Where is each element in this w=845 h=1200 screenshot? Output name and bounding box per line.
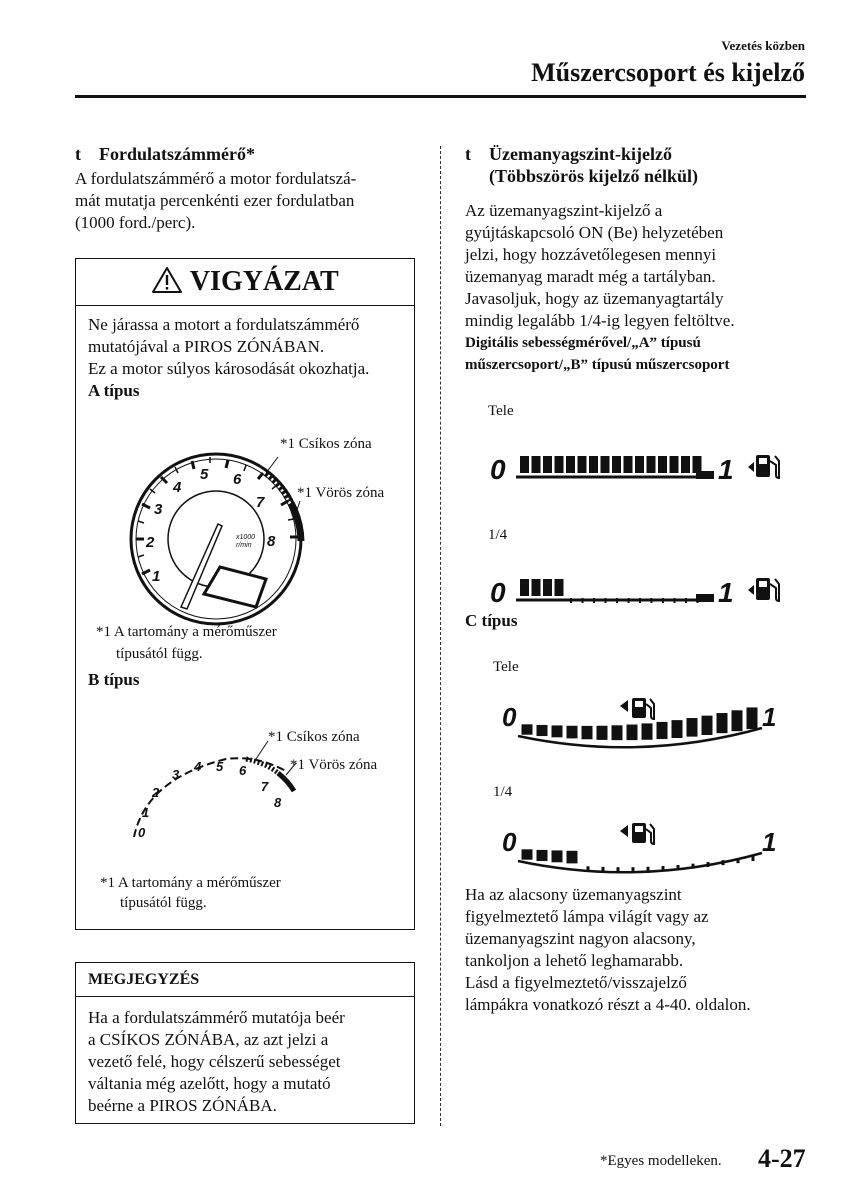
fuel-segment [693,456,702,473]
caution-text [76,306,414,402]
scale-max: 1 [718,454,734,485]
scale-label: 7 [261,779,269,794]
caution-title [76,259,414,306]
fuel-segment [672,720,683,738]
note-title: MEGJEGYZÉS [76,963,414,997]
scale-max: 1 [718,577,734,608]
red-zone-label: *1 Vörös zóna [297,485,385,501]
fuel-segment [747,707,758,729]
paragraph-line: Javasoljuk, hogy az üzemanyagtartály [465,289,724,308]
fuel-tick [685,598,687,603]
fuel-pump-icon [748,455,779,478]
fuel-segment [566,456,575,473]
scale-label: 2 [152,785,160,800]
scale-label: 6 [233,471,242,488]
caution-line: Ne járassa a motort a fordulatszámmérő [88,315,360,334]
fuel-segment [657,722,668,739]
type-c-label: C típus [465,611,518,630]
fuel-segment [717,713,728,733]
tachometer-heading [75,143,255,165]
fuel-segment [543,579,552,596]
fuel-tick [662,598,664,603]
fuel-tick [639,598,641,603]
fuel-arc-quarter [500,815,800,885]
scale-label: 0 [138,825,146,840]
scale-max: 1 [762,702,777,732]
tachometer-gauge-a [116,429,416,629]
quarter-label: 1/4 [488,527,508,543]
scale-label: 6 [239,763,247,778]
scale-label: 2 [146,534,155,551]
fuel-segment [552,850,563,862]
note-line: váltania még azelőtt, hogy a mutató [88,1074,331,1093]
fuel-tick [674,598,676,603]
gauge-unit-top: x1000 [236,534,256,541]
paragraph-line: Lásd a figyelmeztető/visszajelző [465,973,687,992]
type-b-label: B típus [88,670,140,689]
fuel-segment [687,718,698,737]
gauge-b-red-zone [278,773,294,791]
leader-line [266,457,278,473]
leader-line [256,741,268,759]
fuel-tick [605,598,607,603]
scale-min: 0 [490,454,506,485]
fuel-segment [658,456,667,473]
caution-line: Ez a motor súlyos károsodását okozhatja. [88,359,370,378]
paragraph-line: figyelmeztető lámpa világít vagy az [465,907,709,926]
warning-triangle-icon [151,266,183,294]
fuel-segment [567,726,578,739]
fuel-segment [681,456,690,473]
paragraph-line: gyújtáskapcsoló ON (Be) helyzetében [465,223,724,242]
scale-label: 4 [173,479,182,496]
paragraph-line: mát mutatja percenkénti ezer fordulatban [75,191,355,210]
paragraph-line: Ha az alacsony üzemanyagszint [465,885,682,904]
scale-label: 8 [267,533,276,550]
paragraph-line: üzemanyag maradt még a tartályban. [465,267,716,286]
note-box [75,962,415,1124]
scale-min: 0 [502,827,517,857]
scale-label: 1 [152,568,161,585]
scale-max: 1 [762,827,777,857]
fuel-pump-icon [748,578,779,601]
fuel-segment [537,850,548,861]
paragraph-line: mindig legalább 1/4-ig legyen feltöltve. [465,311,735,330]
heading-subtitle: (Többszörös kijelző nélkül) [489,166,699,186]
fuel-segment [552,725,563,737]
paragraph-line: lámpákra vonatkozó részt a 4-40. oldalon. [465,995,751,1014]
fuel-segment [642,723,653,739]
fuel-segment [567,851,578,864]
fuel-segment [627,725,638,741]
fuel-segment [522,724,533,734]
fuel-segment [732,710,743,731]
arrow-left-icon [620,700,628,712]
fuel-segment [520,579,529,596]
fuel-segment [522,849,533,859]
paragraph-line: A fordulatszámmérő a motor fordulatszá- [75,169,357,188]
fuel-gauge-heading [465,143,698,187]
note-line: Ha a fordulatszámmérő mutatója beér [88,1008,345,1027]
scale-label: 3 [172,767,180,782]
fuel-segment [555,456,564,473]
paragraph-line: tankoljon a lehető leghamarabb. [465,951,684,970]
heading-text: Üzemanyagszint-kijelző [489,144,672,164]
caution-title-text: VIGYÁZAT [189,266,339,297]
fuel-segment [555,579,564,596]
fuel-segment [597,726,608,740]
note-text [76,997,414,1117]
scale-label: 7 [256,494,265,511]
striped-zone-arc [266,473,290,501]
scale-min: 0 [502,702,517,732]
gauge-unit-bottom: r/min [236,542,252,549]
scale-label: 4 [194,759,202,774]
scale-min: 0 [490,577,506,608]
fuel-segment [612,456,621,473]
warning-paragraph [465,884,810,1016]
fuel-bar-full [488,447,798,487]
fuel-arc-full [500,690,800,760]
fuel-segment [702,716,713,735]
paragraph-line: Az üzemanyagszint-kijelző a [465,201,663,220]
page-title: Műszercsoport és kijelző [531,58,805,87]
full-label: Tele [488,403,514,419]
fuel-segment [532,456,541,473]
footnote-b-line2: típusától függ. [120,895,207,911]
tachometer-paragraph [75,168,415,234]
scale-label: 5 [200,466,209,483]
fuel-segment [582,726,593,739]
fuel-segment [647,456,656,473]
gauge-lower-panel [204,567,266,607]
paragraph-line: üzemanyagszint nagyon alacsony, [465,929,696,948]
fuel-segment [578,456,587,473]
full-label-c: Tele [493,659,519,675]
column-divider [440,146,441,1126]
gauge-b-scale [138,759,282,840]
fuel-tick [651,598,653,603]
arrow-left-icon [620,825,628,837]
fuel-bar-quarter [488,570,798,610]
heading-text: Fordulatszámmérő* [99,144,255,164]
fuel-segment [520,456,529,473]
paragraph-line: jelzi, hogy hozzávetőlegesen mennyi [465,245,717,264]
bullet-marker: t [465,144,471,164]
fuel-tick [570,598,572,603]
fuel-segment [537,725,548,736]
bold-line: műszercsoport/„B” típusú műszercsoport [465,357,730,373]
tachometer-gauge-b [116,719,416,859]
caution-line: mutatójával a PIROS ZÓNÁBAN. [88,337,325,356]
gauge-scale [145,466,276,585]
quarter-label-c: 1/4 [493,784,513,800]
section-label: Vezetés közben [721,38,805,53]
fuel-segment [624,456,633,473]
bold-line: Digitális sebességmérővel/„A” típusú [465,335,701,351]
scale-label: 5 [216,759,224,774]
note-line: a CSÍKOS ZÓNÁBA, az azt jelzi a [88,1030,329,1049]
fuel-tick [593,598,595,603]
bar-end-cap [696,471,714,479]
footer-note: *Egyes modelleken. [600,1153,722,1169]
paragraph-line: (1000 ford./perc). [75,213,196,232]
page-number: 4-27 [758,1144,806,1173]
scale-label: 1 [142,805,150,820]
fuel-segment [543,456,552,473]
bar-segments [520,456,702,473]
fuel-paragraph [465,200,810,376]
fuel-segment [612,725,623,740]
fuel-segment [589,456,598,473]
type-a-label: A típus [88,381,140,400]
fuel-segment [635,456,644,473]
footnote-a-line1: *1 A tartomány a mérőműszer [96,624,277,640]
fuel-segment [601,456,610,473]
striped-zone-label: *1 Csíkos zóna [280,436,372,452]
bullet-marker: t [75,144,81,164]
bar-end-cap [696,594,714,602]
fuel-pump-icon [620,823,654,844]
footnote-b-line1: *1 A tartomány a mérőműszer [100,875,281,891]
note-line: vezető felé, hogy célszerű sebességet [88,1052,341,1071]
fuel-tick [616,598,618,603]
footnote-a-line2: típusától függ. [116,646,203,662]
caution-box [75,258,415,930]
fuel-segment [670,456,679,473]
red-zone-label-b: *1 Vörös zóna [290,757,378,773]
fuel-tick [582,598,584,603]
fuel-pump-icon [620,698,654,719]
note-line: beérne a PIROS ZÓNÁBA. [88,1096,277,1115]
scale-label: 3 [154,501,163,518]
scale-label: 8 [274,795,282,810]
fuel-tick [628,598,630,603]
striped-zone-label-b: *1 Csíkos zóna [268,729,360,745]
header-rule [75,95,806,98]
fuel-segment [532,579,541,596]
